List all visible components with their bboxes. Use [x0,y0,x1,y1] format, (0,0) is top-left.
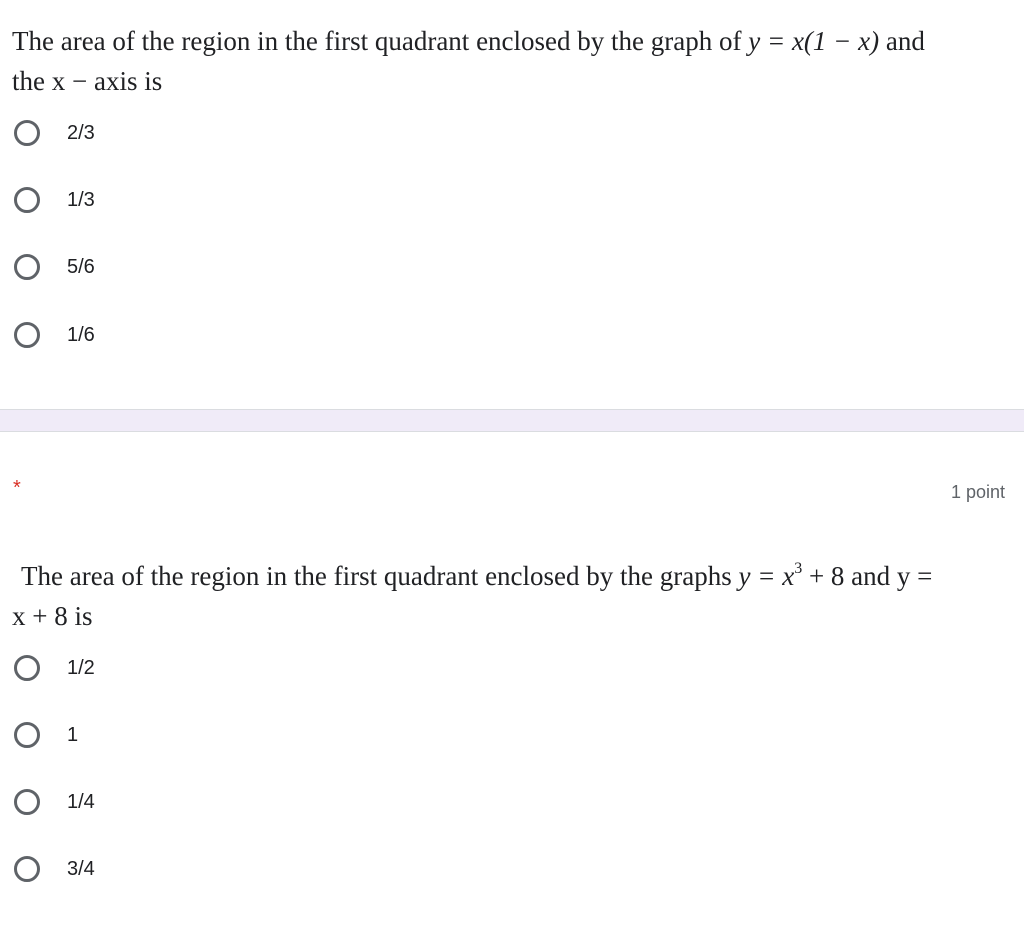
question-2-option-4[interactable] [14,851,95,887]
radio-button[interactable] [14,722,40,748]
question-2-option-2[interactable] [14,717,78,753]
radio-button[interactable] [14,856,40,882]
option-label: 2/3 [67,121,95,144]
question-1-option-2[interactable] [14,182,95,218]
question-2-math-a: y = x [738,561,795,591]
section-divider [0,409,1024,432]
option-label: 5/6 [67,255,95,278]
question-1-text-line-1 [12,21,925,61]
question-2-text-line-2: x + 8 is [12,601,93,631]
question-1-text-line-2: the x − axis is [12,66,163,96]
option-label: 3/4 [67,857,95,880]
question-1-math: y = x(1 − x) [748,26,880,56]
radio-button[interactable] [14,254,40,280]
radio-button[interactable] [14,789,40,815]
question-2-option-1[interactable] [14,650,95,686]
question-1-option-4[interactable] [14,317,95,353]
question-2-text-line-1 [21,556,932,596]
question-card-1 [0,0,1024,409]
question-2-option-3[interactable] [14,784,95,820]
question-card-2 [0,432,1024,937]
question-2-text-prefix: The area of the region in the first quadrant enclosed by the graphs [21,561,739,591]
radio-button[interactable] [14,322,40,348]
option-label: 1/6 [67,323,95,346]
question-2-exponent: 3 [794,560,803,577]
question-1-option-3[interactable] [14,249,95,285]
required-indicator: * [13,477,21,499]
option-label: 1 [67,723,79,746]
option-label: 1/4 [67,790,95,813]
radio-button[interactable] [14,187,40,213]
option-label: 1/2 [67,656,95,679]
radio-button[interactable] [14,120,40,146]
radio-button[interactable] [14,655,40,681]
option-label: 1/3 [67,188,95,211]
question-1-text-suffix: and [879,26,925,56]
points-label: 1 point [950,482,1005,502]
question-2-math-b: + 8 and y = [802,561,933,591]
question-1-option-1[interactable] [14,115,95,151]
question-1-text-prefix: The area of the region in the first quadrant enclosed by the graph of [12,26,749,56]
